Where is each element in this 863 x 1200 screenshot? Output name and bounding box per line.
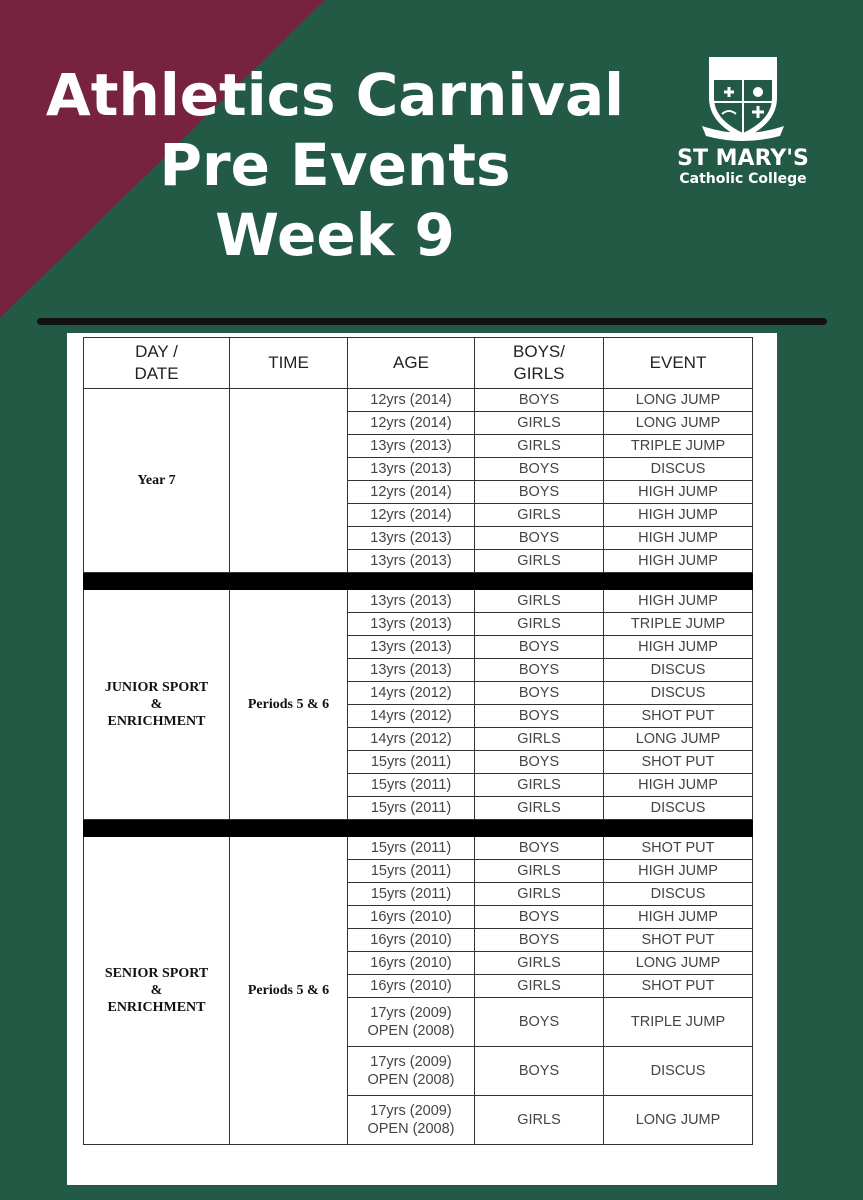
age-cell: 17yrs (2009) OPEN (2008) (348, 1096, 475, 1145)
age-cell: 16yrs (2010) (348, 952, 475, 975)
event-cell: LONG JUMP (604, 412, 753, 435)
gender-cell: BOYS (475, 906, 604, 929)
group-separator (84, 573, 753, 590)
schedule-sheet (67, 333, 777, 1185)
gender-cell: GIRLS (475, 860, 604, 883)
gender-cell: GIRLS (475, 412, 604, 435)
header-day-date: DAY / DATE (84, 338, 230, 389)
gender-cell: BOYS (475, 837, 604, 860)
age-cell: 13yrs (2013) (348, 550, 475, 573)
header-time: TIME (230, 338, 348, 389)
age-cell: 12yrs (2014) (348, 504, 475, 527)
age-cell: 15yrs (2011) (348, 774, 475, 797)
divider-line (37, 318, 827, 325)
gender-cell: GIRLS (475, 952, 604, 975)
gender-cell: GIRLS (475, 550, 604, 573)
age-cell: 12yrs (2014) (348, 481, 475, 504)
group-separator (84, 820, 753, 837)
event-cell: SHOT PUT (604, 929, 753, 952)
age-cell: 13yrs (2013) (348, 659, 475, 682)
table-row (84, 590, 753, 613)
age-cell: 17yrs (2009) OPEN (2008) (348, 1047, 475, 1096)
event-cell: SHOT PUT (604, 975, 753, 998)
gender-cell: BOYS (475, 751, 604, 774)
age-cell: 16yrs (2010) (348, 975, 475, 998)
event-cell: DISCUS (604, 659, 753, 682)
event-cell: HIGH JUMP (604, 906, 753, 929)
separator-bar (84, 573, 753, 590)
gender-cell: BOYS (475, 682, 604, 705)
gender-cell: BOYS (475, 998, 604, 1047)
age-cell: 12yrs (2014) (348, 412, 475, 435)
table-row (84, 389, 753, 412)
age-cell: 15yrs (2011) (348, 797, 475, 820)
age-cell: 13yrs (2013) (348, 458, 475, 481)
separator-bar (84, 820, 753, 837)
school-name-line-1: ST MARY'S (677, 146, 809, 171)
event-cell: LONG JUMP (604, 728, 753, 751)
gender-cell: GIRLS (475, 728, 604, 751)
age-cell: 15yrs (2011) (348, 860, 475, 883)
age-cell: 16yrs (2010) (348, 929, 475, 952)
gender-cell: BOYS (475, 389, 604, 412)
age-cell: 13yrs (2013) (348, 435, 475, 458)
time-cell: Periods 5 & 6 (230, 590, 348, 820)
gender-cell: BOYS (475, 527, 604, 550)
gender-cell: BOYS (475, 481, 604, 504)
gender-cell: GIRLS (475, 590, 604, 613)
title-line-1: Athletics Carnival (45, 61, 625, 129)
event-cell: DISCUS (604, 458, 753, 481)
event-cell: LONG JUMP (604, 952, 753, 975)
school-logo (668, 52, 818, 192)
event-cell: SHOT PUT (604, 751, 753, 774)
gender-cell: BOYS (475, 659, 604, 682)
event-cell: TRIPLE JUMP (604, 435, 753, 458)
age-cell: 15yrs (2011) (348, 837, 475, 860)
event-cell: HIGH JUMP (604, 590, 753, 613)
age-cell: 14yrs (2012) (348, 728, 475, 751)
school-name-line-2: Catholic College (679, 171, 807, 187)
gender-cell: GIRLS (475, 975, 604, 998)
header-boys-girls: BOYS/ GIRLS (475, 338, 604, 389)
gender-cell: BOYS (475, 1047, 604, 1096)
gender-cell: BOYS (475, 929, 604, 952)
gender-cell: BOYS (475, 705, 604, 728)
age-cell: 14yrs (2012) (348, 682, 475, 705)
gender-cell: GIRLS (475, 435, 604, 458)
age-cell: 16yrs (2010) (348, 906, 475, 929)
event-cell: HIGH JUMP (604, 550, 753, 573)
school-name (668, 147, 818, 187)
event-cell: TRIPLE JUMP (604, 998, 753, 1047)
gender-cell: GIRLS (475, 797, 604, 820)
event-cell: HIGH JUMP (604, 860, 753, 883)
time-cell: Periods 5 & 6 (230, 837, 348, 1145)
gender-cell: GIRLS (475, 774, 604, 797)
event-cell: DISCUS (604, 797, 753, 820)
event-cell: SHOT PUT (604, 837, 753, 860)
gender-cell: GIRLS (475, 1096, 604, 1145)
event-cell: TRIPLE JUMP (604, 613, 753, 636)
age-cell: 13yrs (2013) (348, 636, 475, 659)
event-cell: DISCUS (604, 883, 753, 906)
schedule-table (83, 337, 753, 1145)
gender-cell: GIRLS (475, 613, 604, 636)
gender-cell: BOYS (475, 636, 604, 659)
age-cell: 12yrs (2014) (348, 389, 475, 412)
gender-cell: BOYS (475, 458, 604, 481)
age-cell: 17yrs (2009) OPEN (2008) (348, 998, 475, 1047)
event-cell: HIGH JUMP (604, 636, 753, 659)
age-cell: 14yrs (2012) (348, 705, 475, 728)
gender-cell: GIRLS (475, 883, 604, 906)
day-date-cell: Year 7 (84, 389, 230, 573)
crest-icon (698, 52, 788, 142)
event-cell: DISCUS (604, 1047, 753, 1096)
event-cell: HIGH JUMP (604, 481, 753, 504)
day-date-cell: SENIOR SPORT & ENRICHMENT (84, 837, 230, 1145)
time-cell (230, 389, 348, 573)
age-cell: 15yrs (2011) (348, 883, 475, 906)
age-cell: 13yrs (2013) (348, 590, 475, 613)
event-cell: HIGH JUMP (604, 774, 753, 797)
title-line-3: Week 9 (215, 201, 455, 269)
table-row (84, 837, 753, 860)
age-cell: 15yrs (2011) (348, 751, 475, 774)
table-header-row (84, 338, 753, 389)
event-cell: SHOT PUT (604, 705, 753, 728)
event-cell: LONG JUMP (604, 389, 753, 412)
header-event: EVENT (604, 338, 753, 389)
age-cell: 13yrs (2013) (348, 613, 475, 636)
page-title (40, 60, 630, 270)
event-cell: LONG JUMP (604, 1096, 753, 1145)
event-cell: DISCUS (604, 682, 753, 705)
title-line-2: Pre Events (159, 131, 511, 199)
schedule-body (84, 389, 753, 1145)
age-cell: 13yrs (2013) (348, 527, 475, 550)
gender-cell: GIRLS (475, 504, 604, 527)
header-age: AGE (348, 338, 475, 389)
day-date-cell: JUNIOR SPORT & ENRICHMENT (84, 590, 230, 820)
event-cell: HIGH JUMP (604, 504, 753, 527)
event-cell: HIGH JUMP (604, 527, 753, 550)
